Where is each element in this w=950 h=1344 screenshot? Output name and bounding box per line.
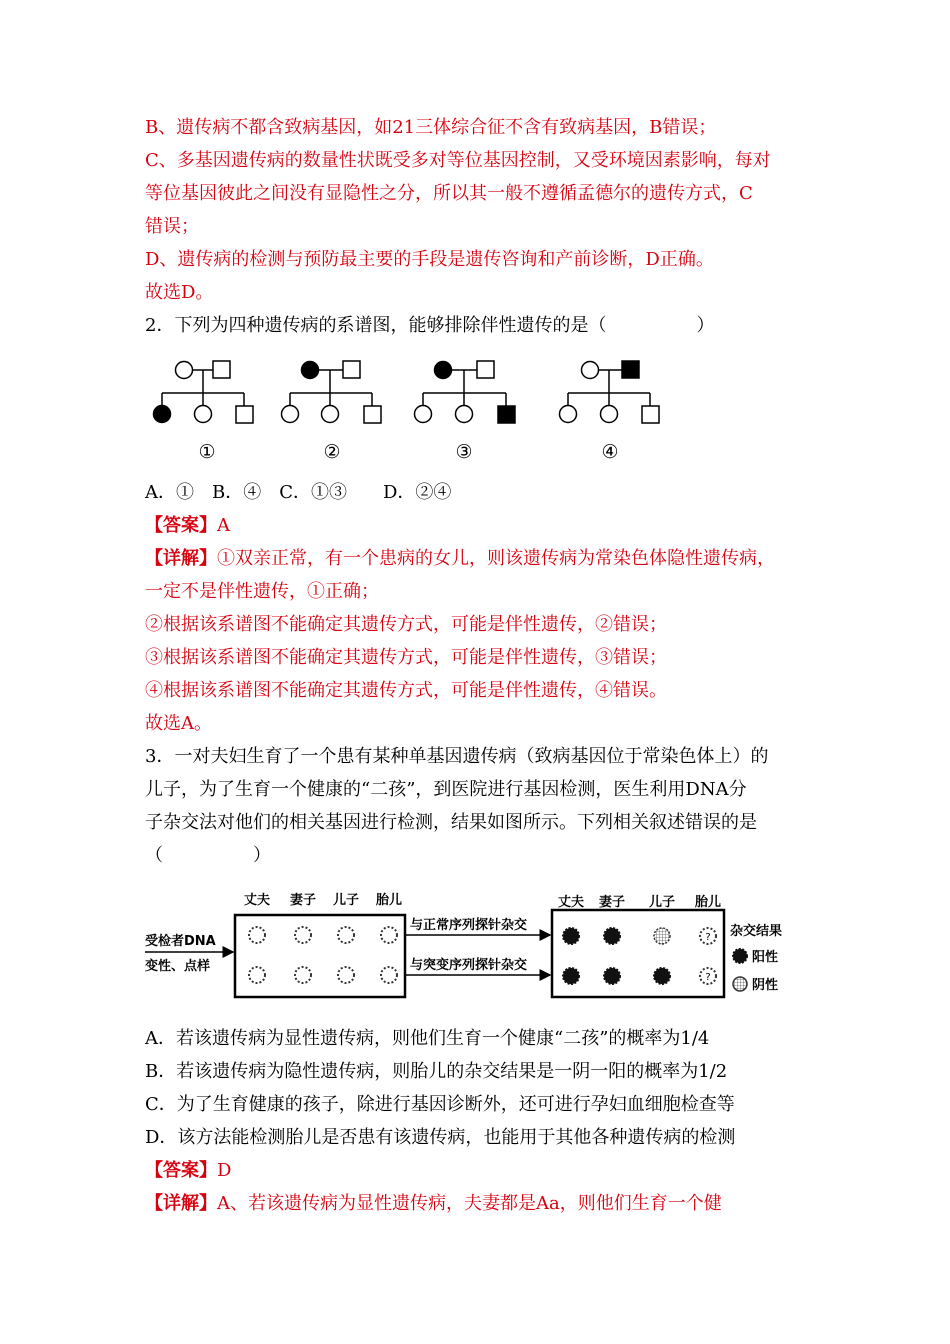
pedigree-4-mother (582, 362, 599, 379)
sample-dot (338, 927, 354, 943)
question2-conclusion: 故选A。 (145, 713, 212, 734)
question3-answer: 【答案】D (145, 1160, 232, 1181)
sample-dot (249, 927, 265, 943)
question2-detail-line5: ④根据该系谱图不能确定其遗传方式，可能是伴性遗传，④错误。 (145, 680, 667, 701)
sample-label-line2: 变性、点样 (145, 959, 211, 974)
sample-dot (381, 927, 397, 943)
right-header-wife: 妻子 (598, 895, 626, 910)
legend-positive-dot (733, 949, 747, 963)
result-dot-unknown-mark: ? (705, 932, 711, 943)
pedigree-4 (560, 361, 660, 423)
legend-title: 杂交结果 (730, 924, 783, 939)
pedigree-3-father (477, 361, 494, 378)
pedigree-figure (140, 350, 660, 470)
pedigree-4-son (642, 406, 659, 423)
pedigree-1-daughter (195, 406, 212, 423)
question2-options: A．① B．④ C．①③ D．②④ (145, 482, 452, 503)
left-header-husband: 丈夫 (243, 893, 271, 908)
pedigree-label-2: ② (323, 441, 341, 463)
pedigree-label-4: ④ (601, 441, 619, 463)
question3-detail-line1: 【详解】A、若该遗传病为显性遗传病，夫妻都是Aa，则他们生育一个健 (145, 1193, 722, 1214)
pedigree-2-father (343, 361, 360, 378)
pedigree-4-daughter-2 (601, 406, 618, 423)
sample-dot (381, 967, 397, 983)
result-dot-positive (654, 968, 670, 984)
sample-dot (295, 967, 311, 983)
pedigree-3-daughter-1 (415, 406, 432, 423)
pedigree-1 (154, 361, 254, 423)
sample-label-line1: 受检者DNA (145, 934, 216, 949)
left-header-fetus: 胎儿 (375, 893, 403, 908)
question3-stem-line4: （ ） (145, 845, 271, 866)
right-header-son: 儿子 (648, 895, 676, 910)
question3-option-d: D．该方法能检测胎儿是否患有该遗传病，也能用于其他各种遗传病的检测 (145, 1127, 736, 1148)
pedigree-2 (282, 361, 382, 423)
sample-dot (249, 967, 265, 983)
explanation-c-line2: 等位基因彼此之间没有显隐性之分，所以其一般不遵循孟德尔的遗传方式，C (145, 183, 753, 204)
question3-option-a: A．若该遗传病为显性遗传病，则他们生育一个健康“二孩”的概率为1/4 (145, 1028, 710, 1049)
result-dot-positive (563, 968, 579, 984)
result-box (552, 910, 724, 997)
pedigree-2-daughter-2 (322, 406, 339, 423)
result-dot-unknown-mark: ? (705, 972, 711, 983)
legend-negative-label: 阴性 (752, 978, 779, 993)
result-dot-positive (604, 968, 620, 984)
left-header-son: 儿子 (332, 893, 360, 908)
pedigree-4-affected-father (622, 361, 639, 378)
question3-stem-line2: 儿子，为了生育一个健康的“二孩”，到医院进行基因检测，医生利用DNA分 (145, 779, 747, 800)
pedigree-2-daughter-1 (282, 406, 299, 423)
question2-stem: 2．下列为四种遗传病的系谱图，能够排除伴性遗传的是（ ） (145, 315, 715, 336)
pedigree-2-affected-mother (302, 362, 319, 379)
pedigree-2-son (364, 406, 381, 423)
question3-option-b: B．若该遗传病为隐性遗传病，则胎儿的杂交结果是一阴一阳的概率为1/2 (145, 1061, 728, 1082)
question2-answer: 【答案】A (145, 515, 230, 536)
question2-detail-line1: 【详解】①双亲正常，有一个患病的女儿，则该遗传病为常染色体隐性遗传病， (145, 548, 775, 569)
explanation-c-line3: 错误； (145, 216, 199, 237)
explanation-c-line1: C、多基因遗传病的数量性状既受多对等位基因控制，又受环境因素影响，每对 (145, 150, 771, 171)
question3-stem-line1: 3．一对夫妇生育了一个患有某种单基因遗传病（致病基因位于常染色体上）的 (145, 746, 769, 767)
pedigree-1-father (213, 361, 230, 378)
pedigree-3-daughter-2 (456, 406, 473, 423)
sample-dot (295, 927, 311, 943)
right-header-husband: 丈夫 (557, 895, 585, 910)
legend-positive-label: 阳性 (752, 950, 779, 965)
explanation-conclusion: 故选D。 (145, 282, 214, 303)
question2-detail-line4: ③根据该系谱图不能确定其遗传方式，可能是伴性遗传，③错误； (145, 647, 667, 668)
question2-detail-line2: 一定不是伴性遗传，①正确； (145, 581, 379, 602)
result-dot-positive (563, 928, 579, 944)
explanation-b: B、遗传病不都含致病基因，如21三体综合征不含有致病基因，B错误； (145, 117, 717, 138)
pedigree-3-affected-mother (435, 362, 452, 379)
pedigree-label-3: ③ (455, 441, 473, 463)
pedigree-1-affected-daughter (154, 406, 171, 423)
question2-detail-line3: ②根据该系谱图不能确定其遗传方式，可能是伴性遗传，②错误； (145, 614, 667, 635)
pedigree-4-daughter-1 (560, 406, 577, 423)
explanation-d: D、遗传病的检测与预防最主要的手段是遗传咨询和产前诊断，D正确。 (145, 249, 714, 270)
result-dot-positive (604, 928, 620, 944)
question3-stem-line3: 子杂交法对他们的相关基因进行检测，结果如图所示。下列相关叙述错误的是 (145, 812, 757, 833)
legend-negative-dot (733, 977, 747, 991)
result-dot-negative (654, 928, 670, 944)
pedigree-3 (415, 361, 516, 423)
pedigree-1-mother (176, 362, 193, 379)
sample-dot (338, 967, 354, 983)
left-header-wife: 妻子 (289, 893, 317, 908)
pedigree-label-1: ① (198, 441, 216, 463)
pedigree-3-affected-son (498, 406, 515, 423)
probe-normal-label: 与正常序列探针杂交 (410, 918, 528, 933)
probe-mutant-label: 与突变序列探针杂交 (410, 958, 528, 973)
question3-option-c: C．为了生育健康的孩子，除进行基因诊断外，还可进行孕妇血细胞检查等 (145, 1094, 735, 1115)
dna-hybridization-figure (140, 880, 800, 1015)
right-header-fetus: 胎儿 (694, 895, 722, 910)
pedigree-1-son (236, 406, 253, 423)
